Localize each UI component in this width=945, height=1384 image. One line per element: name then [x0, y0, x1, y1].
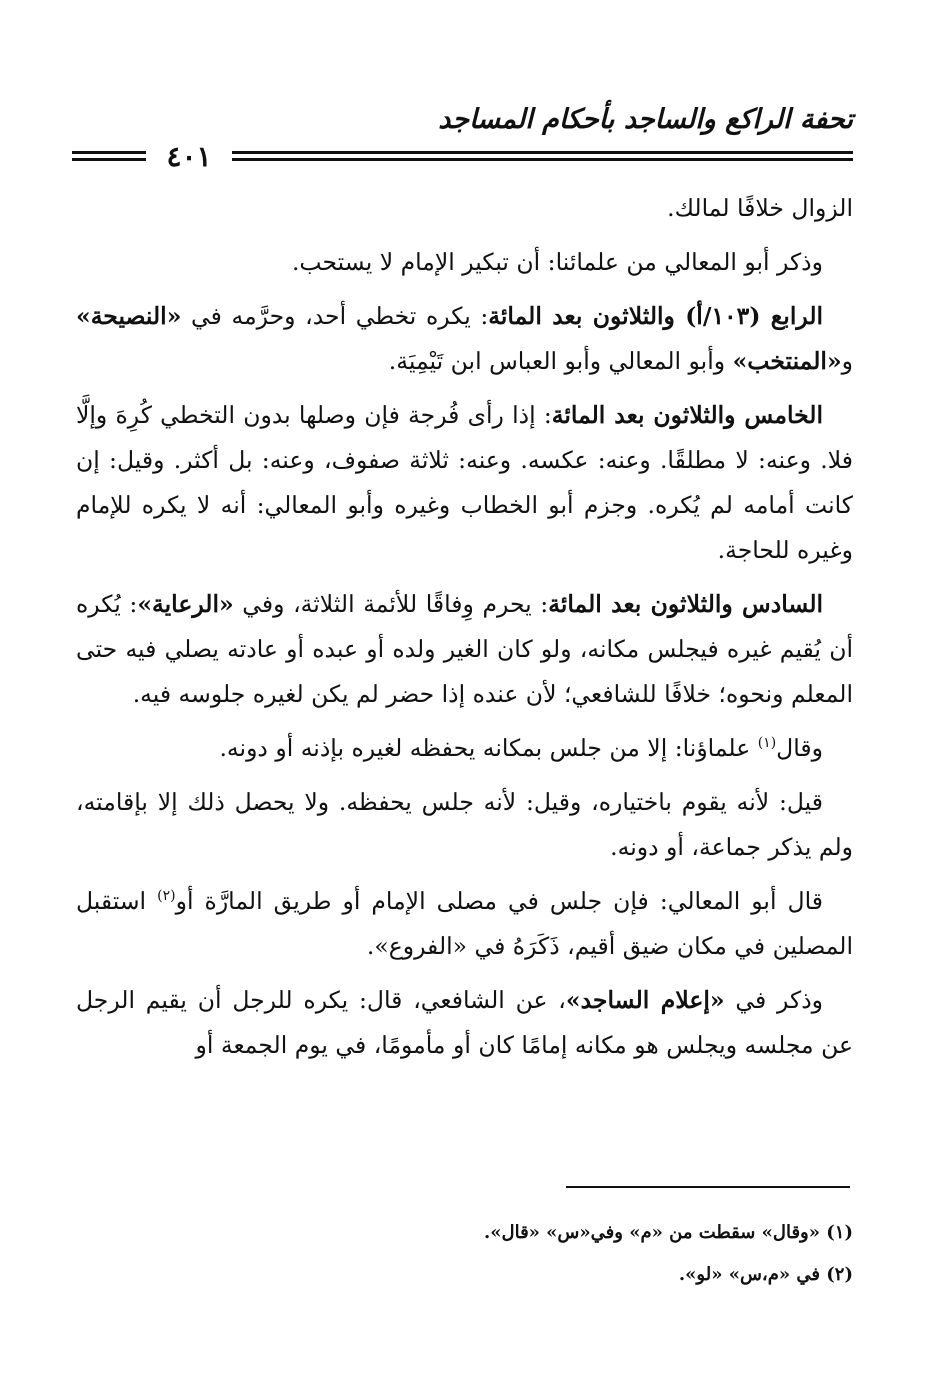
paragraph-text: استقبل المصلين في مكان ضيق أقيم، ذَكَرَهُ في «الفروع». [76, 887, 853, 960]
section-heading: الخامس والثلاثون بعد المائة [551, 401, 823, 429]
footnote-ref-1[interactable]: (١) [757, 735, 777, 752]
paragraph-7 [76, 780, 853, 870]
running-header-title: تحفة الراكع والساجد بأحكام المساجد [438, 104, 853, 135]
paragraph-6 [76, 726, 853, 771]
paragraph-text: وأبو المعالي وأبو العباس ابن تَيْمِيَة. [388, 347, 733, 375]
paragraph-text: قيل: لأنه يقوم باختياره، وقيل: لأنه جلس يحفظه. ولا يحصل ذلك إلا بإقامته، ولم يذكر جماعة، أو دونه. [76, 788, 853, 861]
paragraph-text: وذكر أبو المعالي من علمائنا: أن تبكير الإمام لا يستحب. [291, 248, 823, 276]
section-heading: السادس والثلاثون بعد المائة [548, 590, 824, 618]
paragraph-text: علماؤنا: إلا من جلس بمكانه يحفظه لغيره بإذنه أو دونه. [219, 734, 758, 762]
paragraph-text: ، عن الشافعي، قال: يكره للرجل أن يقيم الرجل عن مجلسه ويجلس هو مكانه إمامًا كان أو مأمومًا، في يوم الجمعة أو [76, 986, 853, 1059]
footnote-separator [566, 1186, 850, 1188]
footnote-1: (١) «وقال» سقطت من «م» وفي«س» «قال». [483, 1222, 853, 1243]
paragraph-text: : إذا رأى فُرجة فإن وصلها بدون التخطي كُرِهَ وإلَّا فلا. وعنه: لا مطلقًا. وعنه: عكسه. وعنه: ثلاثة صفوف، وعنه: بل أكثر. وقيل: إن كانت أمامه لم يُكره. وجزم أبو الخطاب وغيره وأبو المعالي: أنه لا يكره للإمام وغيره للحاجة. [76, 401, 853, 564]
paragraph-4 [76, 393, 853, 573]
main-text [76, 186, 853, 1077]
paragraph-text: الزوال خلافًا لمالك. [667, 194, 853, 222]
paragraph-3 [76, 294, 853, 384]
paragraph-text: : يُكره أن يُقيم غيره فيجلس مكانه، ولو كان الغير ولده أو عبده أو عادته يصلي فيه حتى المعلم ونحوه؛ خلافًا للشافعي؛ لأن عنده إذا حضر لم يكن لغيره جلوسه فيه. [76, 590, 853, 708]
page-number: ٤٠١ [166, 140, 212, 173]
book-title: «المنتخب» [732, 347, 842, 375]
section-heading: الرابع (١٠٣/أ) والثلاثون بعد المائة [488, 302, 824, 330]
book-title: «النصيحة» [76, 302, 182, 330]
paragraph-text: وذكر في [724, 986, 824, 1014]
footnote-2: (٢) في «م،س» «لو». [678, 1264, 853, 1285]
header-rule-short [72, 151, 146, 159]
paragraph-text: : يحرم وِفاقًا للأئمة الثلاثة، وفي [233, 590, 549, 618]
header-rule-long [232, 151, 853, 159]
paragraph-8 [76, 879, 853, 969]
book-title: «الرعاية» [137, 590, 234, 618]
paragraph-text: و [841, 347, 853, 375]
paragraph-9 [76, 978, 853, 1068]
paragraph-text: وقال [776, 734, 823, 762]
paragraph-1 [76, 186, 853, 231]
paragraph-5 [76, 582, 853, 717]
paragraph-2 [76, 240, 853, 285]
paragraph-text: قال أبو المعالي: فإن جلس في مصلى الإمام أو طريق المارَّة أو [175, 887, 823, 915]
book-title: «إعلام الساجد» [565, 986, 725, 1014]
paragraph-text: : يكره تخطي أحد، وحرَّمه في [181, 302, 489, 330]
footnote-ref-2[interactable]: (٢) [157, 888, 176, 905]
footnotes [300, 1212, 853, 1296]
